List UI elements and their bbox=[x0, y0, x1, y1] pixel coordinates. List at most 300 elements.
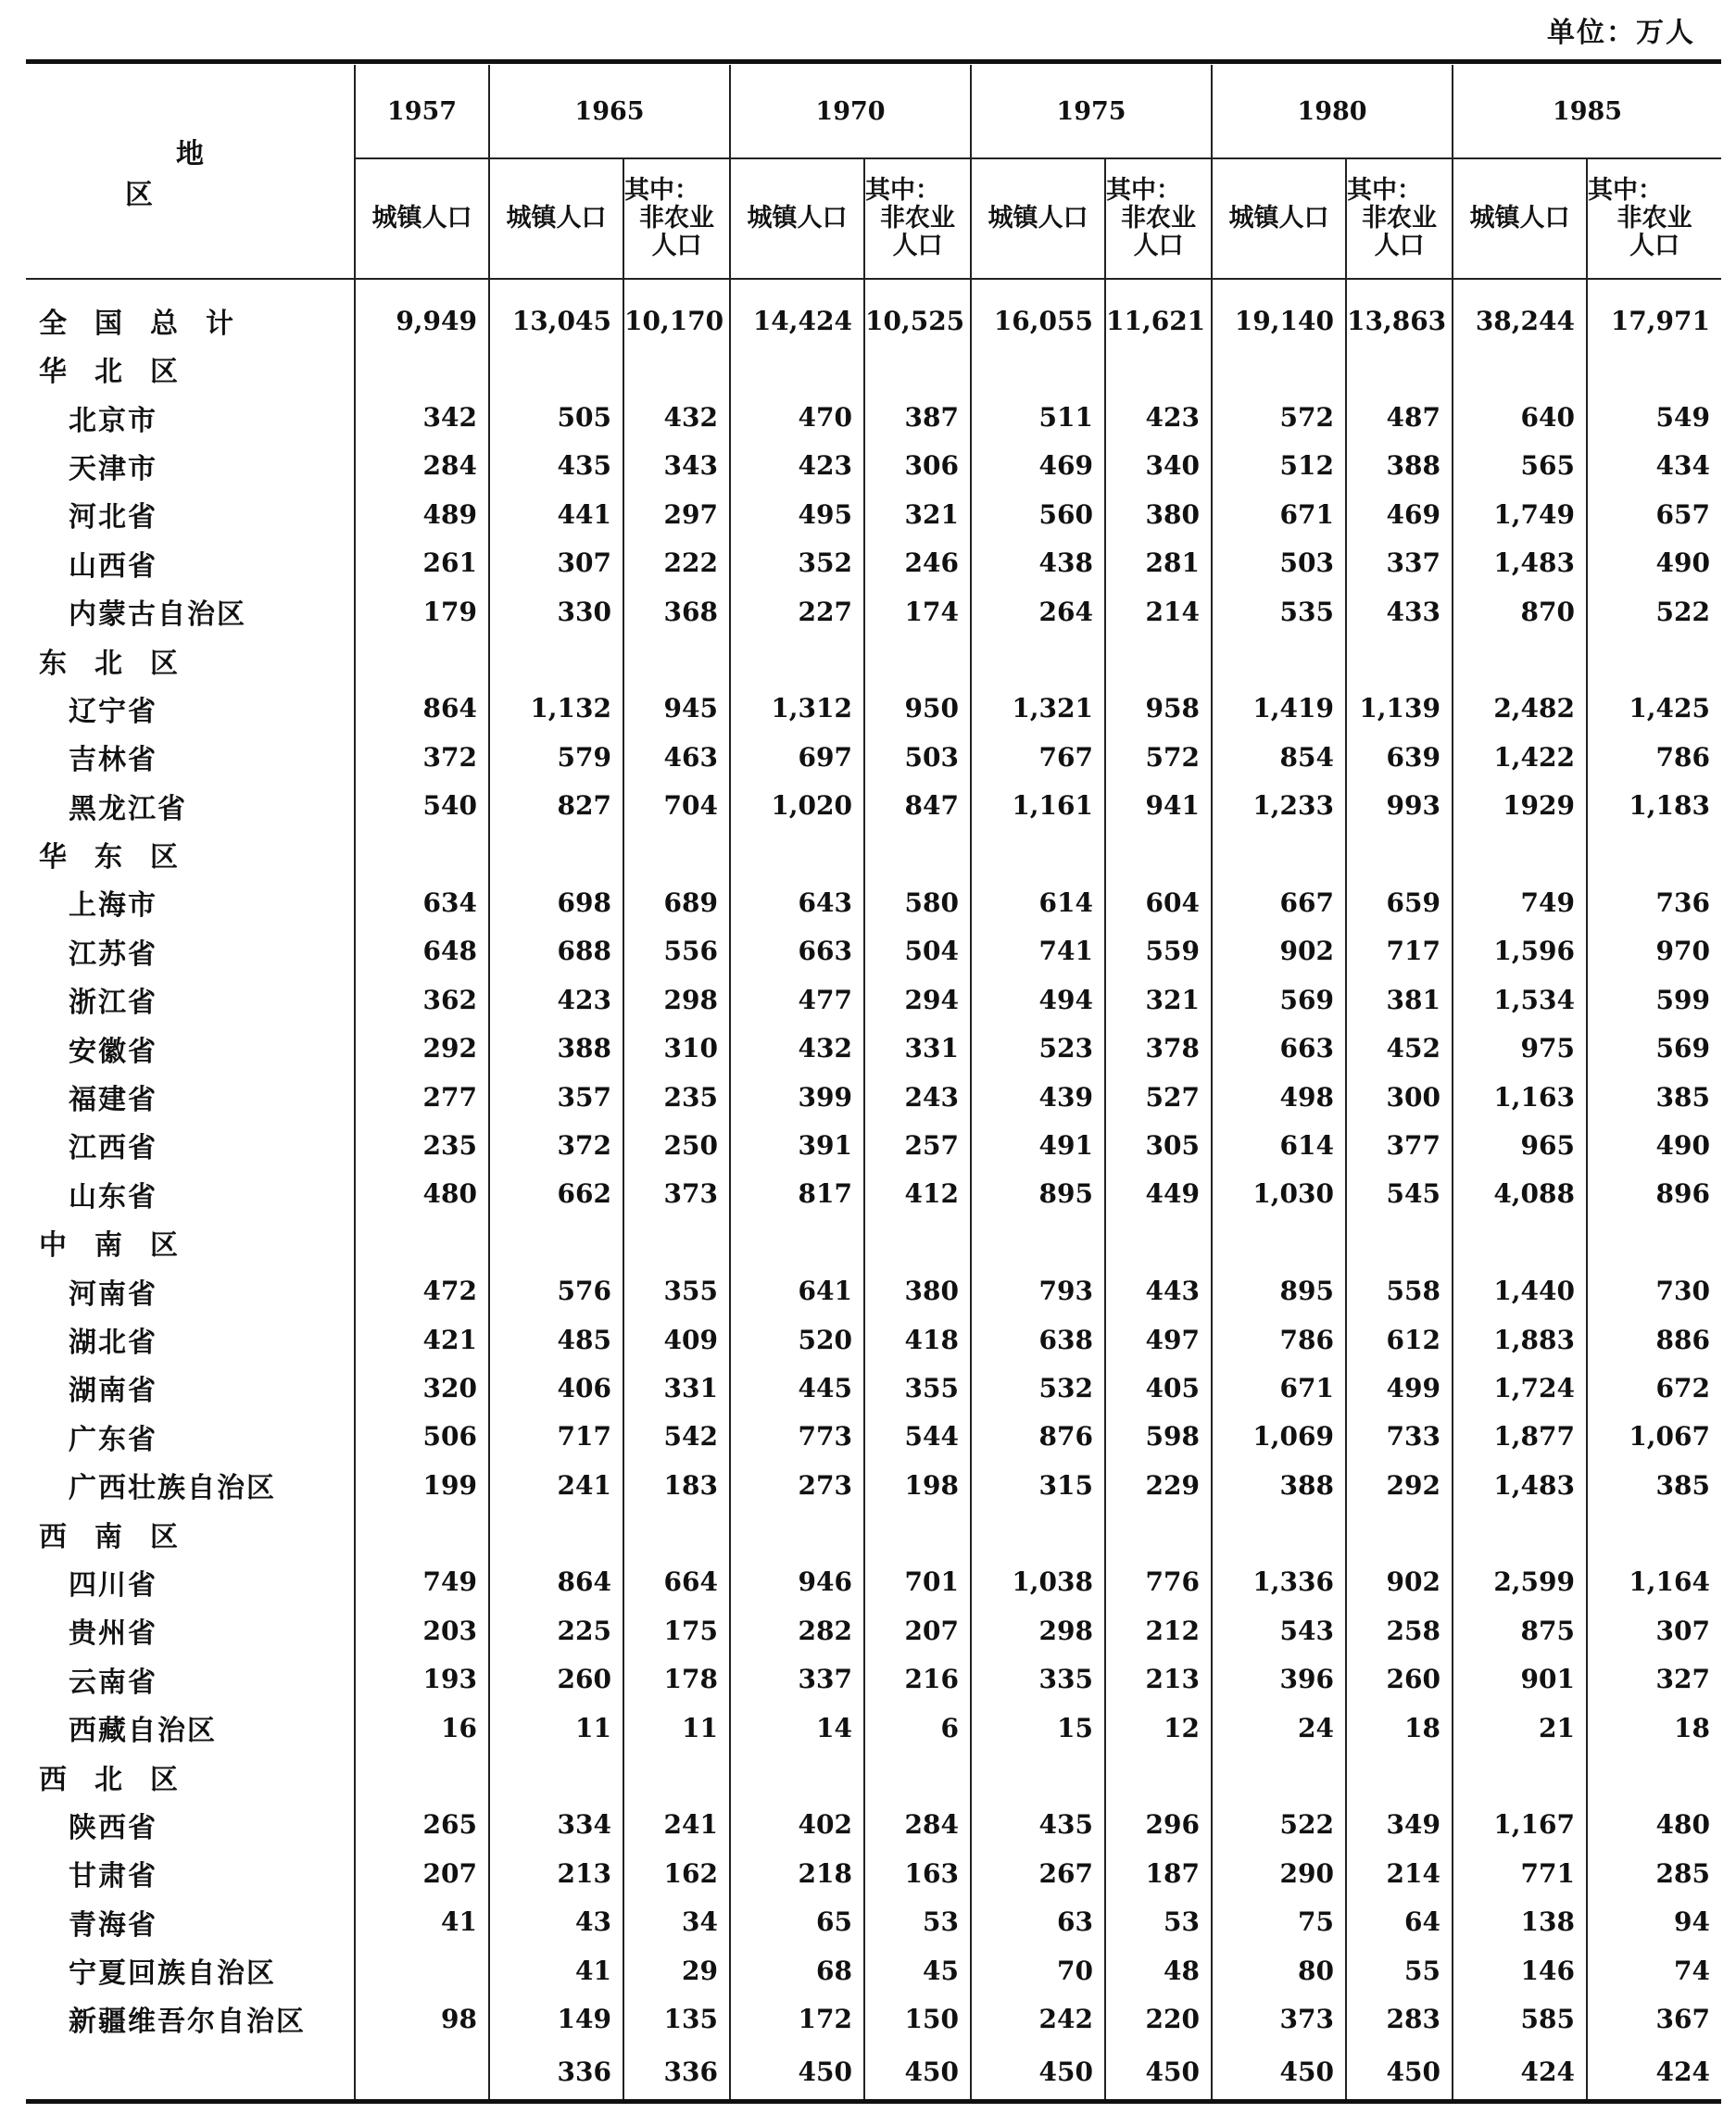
value-cell bbox=[623, 1509, 730, 1557]
value-cell: 418 bbox=[864, 1315, 971, 1364]
value-cell: 24 bbox=[1212, 1704, 1346, 1752]
value-cell bbox=[1212, 635, 1346, 684]
value-cell: 373 bbox=[1212, 1994, 1346, 2043]
value-cell: 634 bbox=[355, 878, 489, 926]
region-name: 湖北省 bbox=[69, 1327, 157, 1359]
value-cell bbox=[1105, 635, 1212, 684]
region-name: 安徽省 bbox=[69, 1035, 157, 1068]
value-cell: 94 bbox=[1587, 1898, 1721, 1946]
value-cell: 337 bbox=[730, 1655, 864, 1704]
header-line: 非农业 bbox=[1362, 203, 1437, 233]
value-cell: 385 bbox=[1587, 1073, 1721, 1121]
value-cell: 576 bbox=[489, 1266, 623, 1315]
region-name: 湖南省 bbox=[69, 1375, 157, 1408]
value-cell: 701 bbox=[864, 1558, 971, 1606]
year-header: 1975 bbox=[971, 65, 1212, 158]
region-name: 贵州省 bbox=[69, 1617, 157, 1651]
value-cell bbox=[971, 1218, 1105, 1266]
value-cell: 1,425 bbox=[1587, 685, 1721, 733]
value-cell: 198 bbox=[864, 1461, 971, 1509]
value-cell: 946 bbox=[730, 1558, 864, 1606]
value-cell: 74 bbox=[1587, 1946, 1721, 1994]
value-cell: 950 bbox=[864, 685, 971, 733]
value-cell bbox=[730, 345, 864, 393]
value-cell: 150 bbox=[864, 1994, 971, 2043]
region-name: 广西壮族自治区 bbox=[69, 1472, 276, 1505]
table-body bbox=[26, 279, 1721, 2101]
value-cell: 522 bbox=[1212, 1801, 1346, 1849]
region-name: 西南区 bbox=[39, 1520, 206, 1554]
header-line: 其中： bbox=[1588, 175, 1663, 205]
value-cell bbox=[864, 635, 971, 684]
value-cell: 1,422 bbox=[1453, 733, 1587, 781]
value-cell: 504 bbox=[864, 927, 971, 975]
value-cell: 662 bbox=[489, 1170, 623, 1218]
value-cell: 229 bbox=[1105, 1461, 1212, 1509]
value-cell: 70 bbox=[971, 1946, 1105, 1994]
value-cell: 321 bbox=[864, 490, 971, 538]
value-cell bbox=[1212, 830, 1346, 878]
value-cell: 786 bbox=[1212, 1315, 1346, 1364]
value-cell: 15 bbox=[971, 1704, 1105, 1752]
value-cell: 901 bbox=[1453, 1655, 1587, 1704]
value-cell bbox=[1212, 1218, 1346, 1266]
value-cell: 172 bbox=[730, 1994, 864, 2043]
value-cell: 993 bbox=[1346, 782, 1453, 830]
value-cell: 1,161 bbox=[971, 782, 1105, 830]
value-cell bbox=[1346, 1218, 1453, 1266]
value-cell: 535 bbox=[1212, 587, 1346, 635]
value-cell bbox=[730, 1218, 864, 1266]
value-cell: 489 bbox=[355, 490, 489, 538]
value-cell: 449 bbox=[1105, 1170, 1212, 1218]
urban-population-header: 城镇人口 bbox=[1453, 158, 1587, 279]
value-cell: 421 bbox=[355, 1315, 489, 1364]
value-cell: 450 bbox=[971, 2044, 1105, 2101]
header-line: 人口 bbox=[892, 232, 943, 261]
value-cell: 235 bbox=[623, 1073, 730, 1121]
value-cell: 499 bbox=[1346, 1364, 1453, 1412]
value-cell: 320 bbox=[355, 1364, 489, 1412]
value-cell: 391 bbox=[730, 1121, 864, 1169]
value-cell: 367 bbox=[1587, 1994, 1721, 2043]
value-cell bbox=[355, 830, 489, 878]
header-line: 其中： bbox=[865, 175, 940, 205]
value-cell: 29 bbox=[623, 1946, 730, 1994]
value-cell: 10,525 bbox=[864, 279, 971, 345]
value-cell: 569 bbox=[1212, 975, 1346, 1024]
value-cell: 503 bbox=[864, 733, 971, 781]
value-cell: 281 bbox=[1105, 539, 1212, 587]
value-cell bbox=[489, 1509, 623, 1557]
value-cell: 241 bbox=[489, 1461, 623, 1509]
region-name: 上海市 bbox=[69, 889, 157, 923]
value-cell bbox=[1453, 635, 1587, 684]
table-row bbox=[26, 1024, 1721, 1072]
value-cell: 387 bbox=[864, 393, 971, 441]
region-name: 浙江省 bbox=[69, 987, 157, 1020]
value-cell: 771 bbox=[1453, 1849, 1587, 1897]
urban-population-header: 城镇人口 bbox=[730, 158, 864, 279]
value-cell: 572 bbox=[1105, 733, 1212, 781]
value-cell bbox=[1105, 1752, 1212, 1800]
value-cell: 373 bbox=[623, 1170, 730, 1218]
value-cell: 902 bbox=[1212, 927, 1346, 975]
value-cell: 875 bbox=[1453, 1606, 1587, 1654]
value-cell: 257 bbox=[864, 1121, 971, 1169]
value-cell bbox=[1346, 1752, 1453, 1800]
value-cell bbox=[1453, 1218, 1587, 1266]
value-cell: 277 bbox=[355, 1073, 489, 1121]
region-name: 内蒙古自治区 bbox=[69, 598, 246, 632]
value-cell: 827 bbox=[489, 782, 623, 830]
value-cell: 334 bbox=[489, 1801, 623, 1849]
value-cell: 1,877 bbox=[1453, 1413, 1587, 1461]
value-cell: 405 bbox=[1105, 1364, 1212, 1412]
value-cell: 487 bbox=[1346, 393, 1453, 441]
value-cell: 659 bbox=[1346, 878, 1453, 926]
value-cell: 385 bbox=[1587, 1461, 1721, 1509]
value-cell: 817 bbox=[730, 1170, 864, 1218]
table-row bbox=[26, 345, 1721, 393]
value-cell: 671 bbox=[1212, 1364, 1346, 1412]
value-cell: 1,596 bbox=[1453, 927, 1587, 975]
value-cell: 336 bbox=[623, 2044, 730, 2101]
header-line: 其中： bbox=[1106, 175, 1181, 205]
region-name: 吉林省 bbox=[69, 744, 157, 777]
value-cell: 12 bbox=[1105, 1704, 1212, 1752]
region-name: 华东区 bbox=[39, 841, 206, 874]
value-cell: 41 bbox=[489, 1946, 623, 1994]
value-cell: 965 bbox=[1453, 1121, 1587, 1169]
value-cell bbox=[623, 345, 730, 393]
table-row bbox=[26, 1849, 1721, 1897]
value-cell: 494 bbox=[971, 975, 1105, 1024]
value-cell bbox=[1105, 345, 1212, 393]
value-cell: 569 bbox=[1587, 1024, 1721, 1072]
region-name: 北京市 bbox=[69, 404, 157, 437]
value-cell: 643 bbox=[730, 878, 864, 926]
region-name: 陕西省 bbox=[69, 1811, 157, 1844]
value-cell: 11 bbox=[489, 1704, 623, 1752]
value-cell: 381 bbox=[1346, 975, 1453, 1024]
value-cell: 80 bbox=[1212, 1946, 1346, 1994]
value-cell: 435 bbox=[971, 1801, 1105, 1849]
population-table bbox=[26, 65, 1721, 2101]
value-cell: 250 bbox=[623, 1121, 730, 1169]
value-cell: 53 bbox=[1105, 1898, 1212, 1946]
value-cell: 522 bbox=[1587, 587, 1721, 635]
value-cell: 222 bbox=[623, 539, 730, 587]
value-cell: 749 bbox=[1453, 878, 1587, 926]
value-cell: 307 bbox=[489, 539, 623, 587]
header-line: 其中： bbox=[624, 175, 699, 205]
value-cell: 585 bbox=[1453, 1994, 1587, 2043]
value-cell bbox=[1453, 1752, 1587, 1800]
value-cell: 9,949 bbox=[355, 279, 489, 345]
value-cell bbox=[1212, 345, 1346, 393]
value-cell: 439 bbox=[971, 1073, 1105, 1121]
value-cell bbox=[489, 1218, 623, 1266]
value-cell bbox=[1346, 830, 1453, 878]
value-cell bbox=[1587, 1752, 1721, 1800]
value-cell: 306 bbox=[864, 442, 971, 490]
value-cell: 63 bbox=[971, 1898, 1105, 1946]
value-cell: 958 bbox=[1105, 685, 1212, 733]
value-cell: 343 bbox=[623, 442, 730, 490]
value-cell: 55 bbox=[1346, 1946, 1453, 1994]
value-cell: 477 bbox=[730, 975, 864, 1024]
table-row bbox=[26, 878, 1721, 926]
value-cell: 1,749 bbox=[1453, 490, 1587, 538]
value-cell: 349 bbox=[1346, 1801, 1453, 1849]
value-cell: 16,055 bbox=[971, 279, 1105, 345]
value-cell: 355 bbox=[623, 1266, 730, 1315]
value-cell: 13,045 bbox=[489, 279, 623, 345]
value-cell: 542 bbox=[623, 1413, 730, 1461]
value-cell: 178 bbox=[623, 1655, 730, 1704]
region-name: 西北区 bbox=[39, 1763, 206, 1796]
table-row bbox=[26, 1413, 1721, 1461]
value-cell: 53 bbox=[864, 1898, 971, 1946]
value-cell bbox=[355, 2044, 489, 2101]
value-cell: 495 bbox=[730, 490, 864, 538]
value-cell: 292 bbox=[1346, 1461, 1453, 1509]
value-cell: 895 bbox=[1212, 1266, 1346, 1315]
value-cell: 235 bbox=[355, 1121, 489, 1169]
non-agricultural-population-header bbox=[1346, 158, 1453, 279]
table-row bbox=[26, 1121, 1721, 1169]
region-name: 江苏省 bbox=[69, 937, 157, 971]
region-name: 西藏自治区 bbox=[69, 1715, 217, 1748]
value-cell: 424 bbox=[1453, 2044, 1587, 2101]
value-cell: 667 bbox=[1212, 878, 1346, 926]
value-cell: 490 bbox=[1587, 539, 1721, 587]
value-cell: 388 bbox=[1212, 1461, 1346, 1509]
value-cell: 43 bbox=[489, 1898, 623, 1946]
value-cell: 305 bbox=[1105, 1121, 1212, 1169]
value-cell: 285 bbox=[1587, 1849, 1721, 1897]
value-cell: 327 bbox=[1587, 1655, 1721, 1704]
value-cell: 65 bbox=[730, 1898, 864, 1946]
table-row bbox=[26, 1994, 1721, 2043]
value-cell bbox=[355, 1752, 489, 1800]
value-cell: 1,321 bbox=[971, 685, 1105, 733]
table-row bbox=[26, 1655, 1721, 1704]
value-cell: 17,971 bbox=[1587, 279, 1721, 345]
region-name: 山东省 bbox=[69, 1180, 157, 1214]
value-cell: 565 bbox=[1453, 442, 1587, 490]
value-cell bbox=[1453, 345, 1587, 393]
value-cell bbox=[1212, 1752, 1346, 1800]
value-cell: 372 bbox=[489, 1121, 623, 1169]
value-cell: 424 bbox=[1587, 2044, 1721, 2101]
value-cell: 321 bbox=[1105, 975, 1212, 1024]
value-cell: 179 bbox=[355, 587, 489, 635]
value-cell: 225 bbox=[489, 1606, 623, 1654]
value-cell: 362 bbox=[355, 975, 489, 1024]
value-cell: 648 bbox=[355, 927, 489, 975]
value-cell bbox=[623, 1218, 730, 1266]
value-cell: 214 bbox=[1105, 587, 1212, 635]
value-cell: 337 bbox=[1346, 539, 1453, 587]
value-cell: 698 bbox=[489, 878, 623, 926]
value-cell bbox=[1346, 635, 1453, 684]
value-cell: 657 bbox=[1587, 490, 1721, 538]
value-cell bbox=[1453, 830, 1587, 878]
value-cell: 64 bbox=[1346, 1898, 1453, 1946]
value-cell: 242 bbox=[971, 1994, 1105, 2043]
value-cell: 463 bbox=[623, 733, 730, 781]
value-cell: 490 bbox=[1587, 1121, 1721, 1169]
value-cell: 1,534 bbox=[1453, 975, 1587, 1024]
value-cell: 730 bbox=[1587, 1266, 1721, 1315]
value-cell: 1,139 bbox=[1346, 685, 1453, 733]
value-cell: 540 bbox=[355, 782, 489, 830]
value-cell: 380 bbox=[864, 1266, 971, 1315]
table-row bbox=[26, 1898, 1721, 1946]
table-row bbox=[26, 1801, 1721, 1849]
value-cell: 556 bbox=[623, 927, 730, 975]
non-agricultural-population-header bbox=[1105, 158, 1212, 279]
value-cell: 450 bbox=[730, 2044, 864, 2101]
value-cell: 423 bbox=[730, 442, 864, 490]
value-cell: 19,140 bbox=[1212, 279, 1346, 345]
value-cell: 355 bbox=[864, 1364, 971, 1412]
header-line: 非农业 bbox=[639, 203, 714, 233]
value-cell: 717 bbox=[1346, 927, 1453, 975]
value-cell: 886 bbox=[1587, 1315, 1721, 1364]
value-cell: 672 bbox=[1587, 1364, 1721, 1412]
value-cell bbox=[864, 830, 971, 878]
value-cell: 520 bbox=[730, 1315, 864, 1364]
value-cell: 527 bbox=[1105, 1073, 1212, 1121]
value-cell: 174 bbox=[864, 587, 971, 635]
value-cell: 1,030 bbox=[1212, 1170, 1346, 1218]
value-cell: 187 bbox=[1105, 1849, 1212, 1897]
value-cell: 6 bbox=[864, 1704, 971, 1752]
value-cell: 472 bbox=[355, 1266, 489, 1315]
value-cell: 260 bbox=[489, 1655, 623, 1704]
value-cell: 243 bbox=[864, 1073, 971, 1121]
value-cell: 388 bbox=[489, 1024, 623, 1072]
table-row bbox=[26, 1218, 1721, 1266]
value-cell: 10,170 bbox=[623, 279, 730, 345]
value-cell bbox=[1212, 1509, 1346, 1557]
value-cell: 549 bbox=[1587, 393, 1721, 441]
value-cell: 870 bbox=[1453, 587, 1587, 635]
value-cell: 4,088 bbox=[1453, 1170, 1587, 1218]
table-row bbox=[26, 2044, 1721, 2101]
table-row bbox=[26, 685, 1721, 733]
value-cell: 258 bbox=[1346, 1606, 1453, 1654]
value-cell: 227 bbox=[730, 587, 864, 635]
table-row bbox=[26, 442, 1721, 490]
table-row bbox=[26, 1558, 1721, 1606]
value-cell: 18 bbox=[1587, 1704, 1721, 1752]
value-cell bbox=[864, 1752, 971, 1800]
value-cell: 598 bbox=[1105, 1413, 1212, 1461]
value-cell: 388 bbox=[1346, 442, 1453, 490]
value-cell: 342 bbox=[355, 393, 489, 441]
value-cell: 532 bbox=[971, 1364, 1105, 1412]
value-cell: 1,183 bbox=[1587, 782, 1721, 830]
table-row bbox=[26, 1946, 1721, 1994]
value-cell bbox=[1346, 1509, 1453, 1557]
value-cell: 558 bbox=[1346, 1266, 1453, 1315]
value-cell: 284 bbox=[355, 442, 489, 490]
region-name: 河南省 bbox=[69, 1277, 157, 1311]
top-rule bbox=[26, 59, 1721, 64]
region-name: 福建省 bbox=[69, 1084, 157, 1117]
value-cell: 331 bbox=[864, 1024, 971, 1072]
value-cell: 599 bbox=[1587, 975, 1721, 1024]
value-cell: 34 bbox=[623, 1898, 730, 1946]
value-cell: 300 bbox=[1346, 1073, 1453, 1121]
value-cell: 441 bbox=[489, 490, 623, 538]
value-cell: 146 bbox=[1453, 1946, 1587, 1994]
value-cell: 284 bbox=[864, 1801, 971, 1849]
region-name: 甘肃省 bbox=[69, 1860, 157, 1893]
value-cell bbox=[1587, 345, 1721, 393]
value-cell: 290 bbox=[1212, 1849, 1346, 1897]
value-cell: 434 bbox=[1587, 442, 1721, 490]
value-cell: 941 bbox=[1105, 782, 1212, 830]
value-cell: 767 bbox=[971, 733, 1105, 781]
value-cell: 503 bbox=[1212, 539, 1346, 587]
value-cell bbox=[730, 1752, 864, 1800]
value-cell: 559 bbox=[1105, 927, 1212, 975]
value-cell: 372 bbox=[355, 733, 489, 781]
value-cell: 213 bbox=[489, 1849, 623, 1897]
value-cell: 485 bbox=[489, 1315, 623, 1364]
value-cell: 330 bbox=[489, 587, 623, 635]
value-cell: 1,167 bbox=[1453, 1801, 1587, 1849]
table-row bbox=[26, 733, 1721, 781]
value-cell: 149 bbox=[489, 1994, 623, 2043]
value-cell: 523 bbox=[971, 1024, 1105, 1072]
value-cell: 11 bbox=[623, 1704, 730, 1752]
value-cell bbox=[355, 1946, 489, 1994]
region-name: 华北区 bbox=[39, 356, 206, 389]
value-cell: 41 bbox=[355, 1898, 489, 1946]
value-cell: 315 bbox=[971, 1461, 1105, 1509]
value-cell bbox=[1105, 1509, 1212, 1557]
value-cell: 497 bbox=[1105, 1315, 1212, 1364]
value-cell: 260 bbox=[1346, 1655, 1453, 1704]
value-cell bbox=[971, 635, 1105, 684]
value-cell: 1,132 bbox=[489, 685, 623, 733]
value-cell: 14,424 bbox=[730, 279, 864, 345]
year-header: 1970 bbox=[730, 65, 971, 158]
value-cell: 298 bbox=[623, 975, 730, 1024]
value-cell bbox=[355, 1509, 489, 1557]
value-cell: 264 bbox=[971, 587, 1105, 635]
year-header: 1980 bbox=[1212, 65, 1453, 158]
value-cell: 498 bbox=[1212, 1073, 1346, 1121]
value-cell bbox=[864, 1218, 971, 1266]
value-cell: 491 bbox=[971, 1121, 1105, 1169]
value-cell: 864 bbox=[355, 685, 489, 733]
value-cell: 406 bbox=[489, 1364, 623, 1412]
value-cell: 423 bbox=[1105, 393, 1212, 441]
value-cell: 1929 bbox=[1453, 782, 1587, 830]
value-cell: 438 bbox=[971, 539, 1105, 587]
region-name: 河北省 bbox=[69, 501, 157, 535]
region-name: 四川省 bbox=[69, 1568, 157, 1602]
urban-population-header: 城镇人口 bbox=[489, 158, 623, 279]
value-cell: 749 bbox=[355, 1558, 489, 1606]
